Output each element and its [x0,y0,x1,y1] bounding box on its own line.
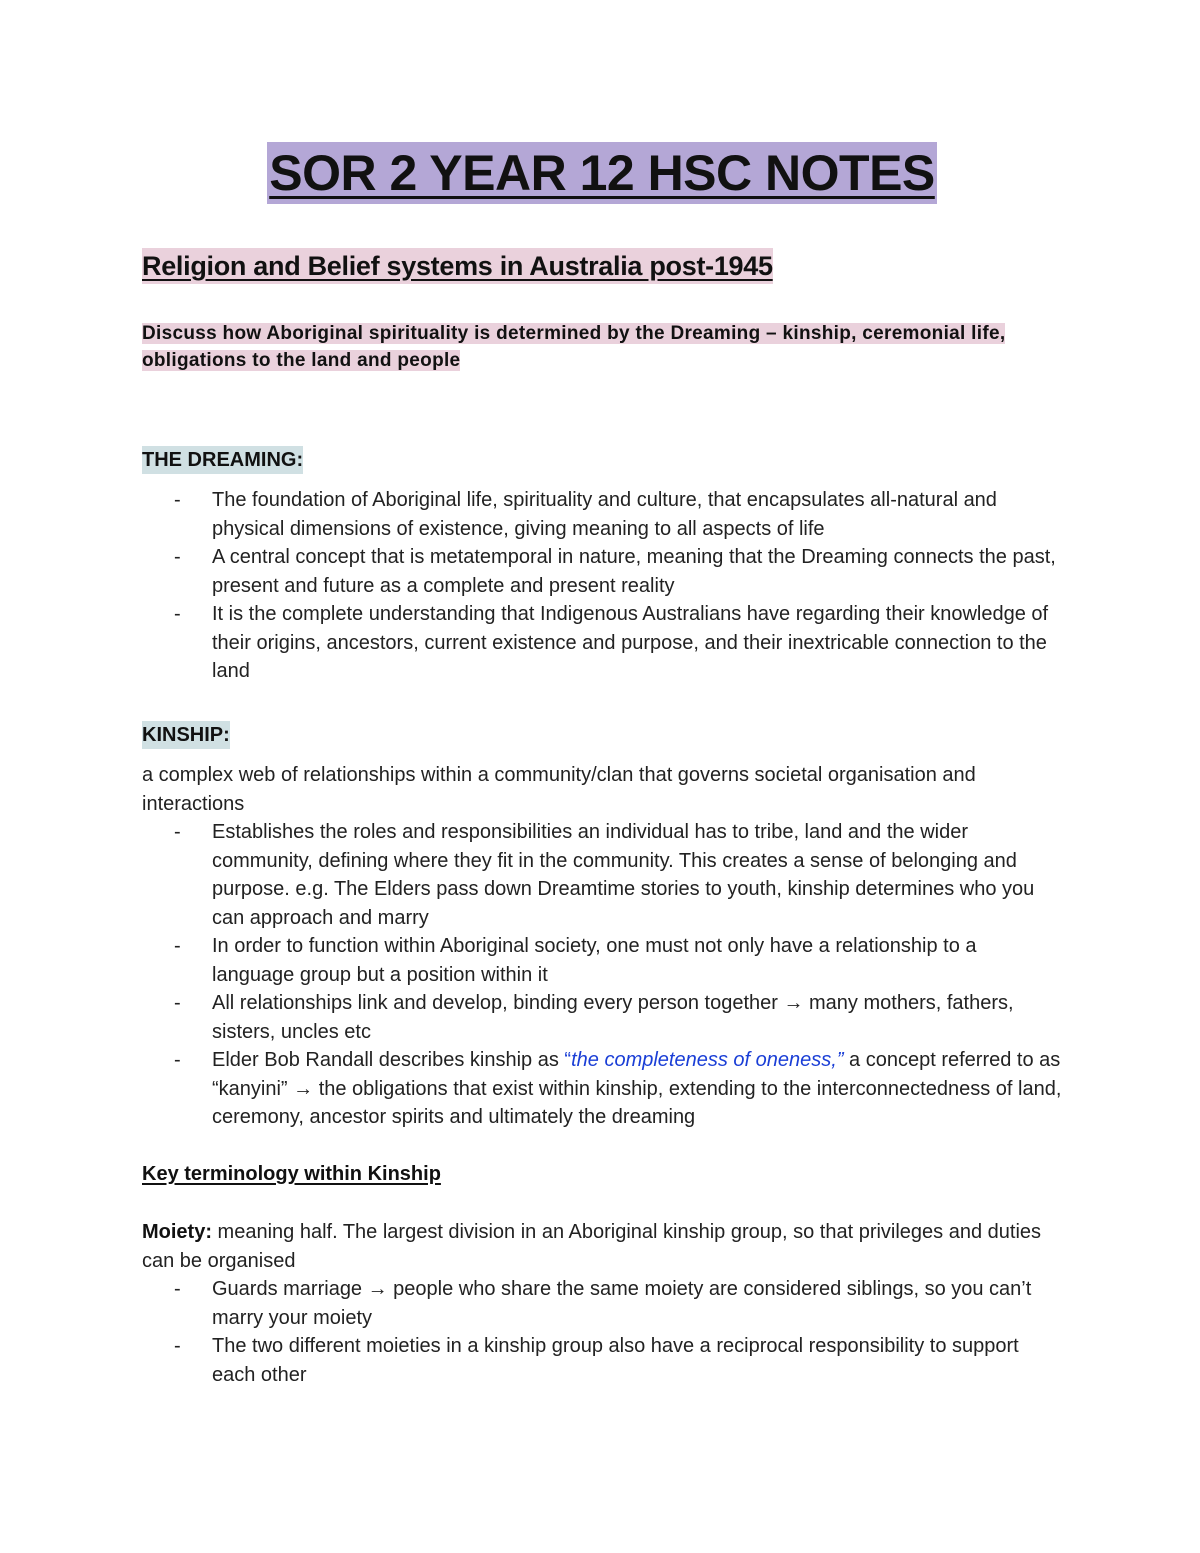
bullet-dash: - [174,546,181,568]
bullet-dash: - [174,603,181,625]
dreaming-heading: THE DREAMING: [142,446,303,474]
list-item [142,543,1062,600]
list-item-text: A central concept that is metatemporal in nature, meaning that the Dreaming connects the past, present and future as a complete and present reality [212,546,1056,597]
list-item-text: The foundation of Aboriginal life, spirituality and culture, that encapsulates all-natural and physical dimensions of existence, giving meaning to all aspects of life [212,489,997,540]
moiety-list [142,1275,1062,1389]
bullet-dash: - [174,992,181,1014]
section-title: Religion and Belief systems in Australia post-1945 [142,248,773,284]
title-container [142,142,1062,204]
list-item [142,1275,1062,1332]
quote-open-mark: “ [564,1049,572,1071]
bullet-dash: - [174,935,181,957]
bullet-dash: - [174,821,181,843]
moiety-definition [142,1218,1062,1275]
list-item-text: The two different moieties in a kinship group also have a reciprocal responsibility to support each other [212,1335,1019,1386]
bullet-dash: - [174,489,181,511]
list-item [142,1046,1062,1132]
dreaming-list [142,486,1062,686]
moiety-definition-text: meaning half. The largest division in an Aboriginal kinship group, so that privileges and duties can be organised [142,1221,1042,1272]
question-prompt [142,320,1062,374]
bullet-dash: - [174,1278,181,1300]
list-item [142,932,1062,989]
list-item-text: Guards marriage → people who share the same moiety are considered siblings, so you can’t marry your moiety [212,1278,1032,1329]
list-item-text: Establishes the roles and responsibilities an individual has to tribe, land and the wider community, defining where they fit in the community. This creates a sense of belonging and purpose. e.g. The Elders pass down Dreamtime stories to youth, kinship determines who you can approach and marry [212,821,1035,929]
list-item [142,1332,1062,1389]
terminology-heading: Key terminology within Kinship [142,1163,441,1185]
list-item-text: In order to function within Aboriginal society, one must not only have a relationship to a language group but a position within it [212,935,977,986]
quote-follow-text: a concept referred to as “kanyini” → the obligations that exist within kinship, extending to the interconnectedness of land, ceremony, ancestor spirits and ultimately the dreaming [212,1049,1062,1128]
list-item-text: It is the complete understanding that Indigenous Australians have regarding their knowledge of their origins, ancestors, current existence and purpose, and their inextricable connection to the land [212,603,1049,682]
list-item [142,989,1062,1046]
document-title: SOR 2 YEAR 12 HSC NOTES [267,142,937,204]
list-item [142,818,1062,932]
quote-intro-text: Elder Bob Randall describes kinship as [212,1049,565,1071]
quoted-text: the completeness of oneness,” [571,1049,844,1071]
list-item [142,486,1062,543]
kinship-list [142,818,1062,1132]
bullet-dash: - [174,1049,181,1071]
question-text: Discuss how Aboriginal spirituality is determined by the Dreaming – kinship, ceremonial life, obligations to the land and people [142,323,1006,371]
bullet-dash: - [174,1335,181,1357]
moiety-term: Moiety: [142,1221,212,1243]
list-item [142,600,1062,686]
list-item-text: All relationships link and develop, binding every person together → many mothers, fathers, sisters, uncles etc [212,992,1014,1043]
kinship-definition: a complex web of relationships within a community/clan that governs societal organisation and interactions [142,764,976,815]
kinship-heading: KINSHIP: [142,721,230,749]
